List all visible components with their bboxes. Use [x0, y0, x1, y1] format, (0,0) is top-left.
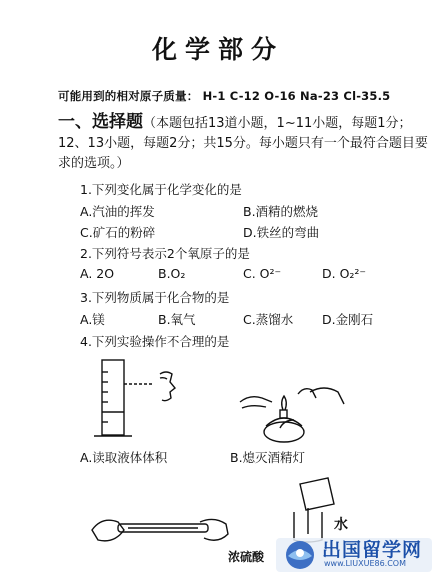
concentrated-acid-label: 浓硫酸: [228, 550, 265, 564]
q4-caption-b: B.熄灭酒精灯: [230, 450, 306, 465]
question-3-stem: 3.下列物质属于化合物的是: [80, 290, 230, 305]
q3-option-d: D.金刚石: [322, 312, 374, 327]
question-1-stem: 1.下列变化属于化学变化的是: [80, 182, 242, 197]
q2-option-d: D. O₂²⁻: [322, 266, 367, 281]
test-tube-heating-figure: [88, 500, 238, 564]
question-4-stem: 4.下列实验操作不合理的是: [80, 334, 230, 349]
section-intro: [58, 112, 430, 174]
q1-option-c: C.矿石的粉碎: [80, 225, 156, 240]
q1-option-a: A.汽油的挥发: [80, 204, 155, 219]
watermark-url: www.LIUXUE86.COM: [324, 559, 407, 568]
q1-option-b: B.酒精的燃烧: [243, 204, 319, 219]
q3-option-c: C.蒸馏水: [243, 312, 294, 327]
q3-option-a: A.镁: [80, 312, 105, 327]
section-heading: 一、选择题: [58, 112, 143, 132]
page-title: 化学部分: [151, 35, 284, 64]
alcohol-lamp-figure: [232, 374, 352, 454]
graduated-cylinder-figure: [80, 352, 200, 442]
q2-option-b: B.O₂: [158, 266, 186, 281]
q2-option-a: A. 2O: [80, 266, 115, 281]
section-instructions: （本题包括13道小题，1~11小题，每题1分；12、13小题，每题2分；共15分。每小题只有一个最符合题目要求的选项。）: [58, 116, 428, 171]
question-2-stem: 2.下列符号表示2个氧原子的是: [80, 246, 250, 261]
q2-option-c: C. O²⁻: [243, 266, 282, 281]
water-label: 水: [334, 517, 348, 533]
watermark-text: 出国留学网: [322, 539, 423, 561]
q4-caption-a: A.读取液体体积: [80, 450, 168, 465]
q1-option-d: D.铁丝的弯曲: [243, 225, 320, 240]
q3-option-b: B.氧气: [158, 312, 196, 327]
atomic-masses-line: 可能用到的相对原子质量： H-1 C-12 O-16 Na-23 Cl-35.5: [58, 89, 391, 103]
